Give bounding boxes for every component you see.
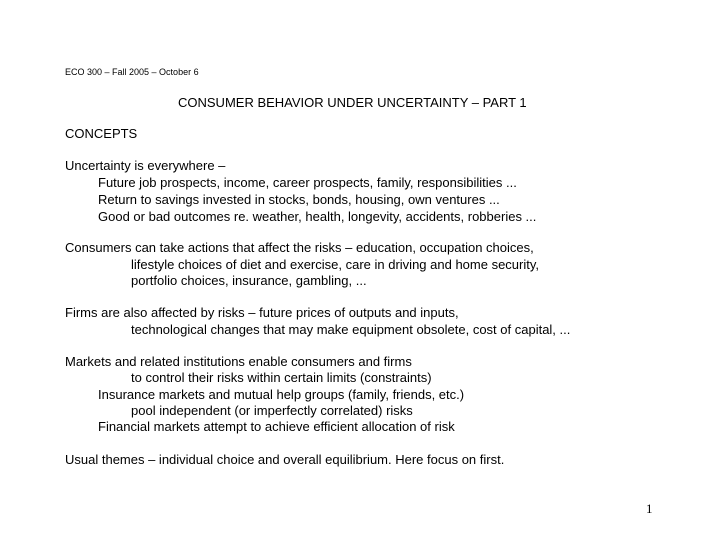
markets-line: to control their risks within certain limits (constraints) [131,370,432,385]
markets-line: Financial markets attempt to achieve efficient allocation of risk [98,419,455,434]
markets-intro: Markets and related institutions enable consumers and firms [65,354,412,369]
page-number: 1 [646,501,653,516]
uncertainty-item: Return to savings invested in stocks, bonds, housing, own ventures ... [98,192,500,207]
uncertainty-item: Good or bad outcomes re. weather, health, longevity, accidents, robberies ... [98,209,537,224]
consumers-item: lifestyle choices of diet and exercise, care in driving and home security, [131,257,540,272]
consumers-item: portfolio choices, insurance, gambling, ... [131,273,367,288]
markets-line: Insurance markets and mutual help groups (family, friends, etc.) [98,387,465,402]
uncertainty-item: Future job prospects, income, career prospects, family, responsibilities ... [98,175,517,190]
firms-item: technological changes that may make equipment obsolete, cost of capital, ... [131,322,571,337]
firms-intro: Firms are also affected by risks – future prices of outputs and inputs, [65,305,459,320]
consumers-intro: Consumers can take actions that affect the risks – education, occupation choices, [65,240,534,255]
markets-line: pool independent (or imperfectly correlated) risks [131,403,413,418]
themes-line: Usual themes – individual choice and overall equilibrium. Here focus on first. [65,452,505,467]
page-title: CONSUMER BEHAVIOR UNDER UNCERTAINTY – PART 1 [178,95,527,110]
uncertainty-intro: Uncertainty is everywhere – [65,158,226,173]
section-heading: CONCEPTS [65,126,138,141]
course-header: ECO 300 – Fall 2005 – October 6 [65,67,199,77]
